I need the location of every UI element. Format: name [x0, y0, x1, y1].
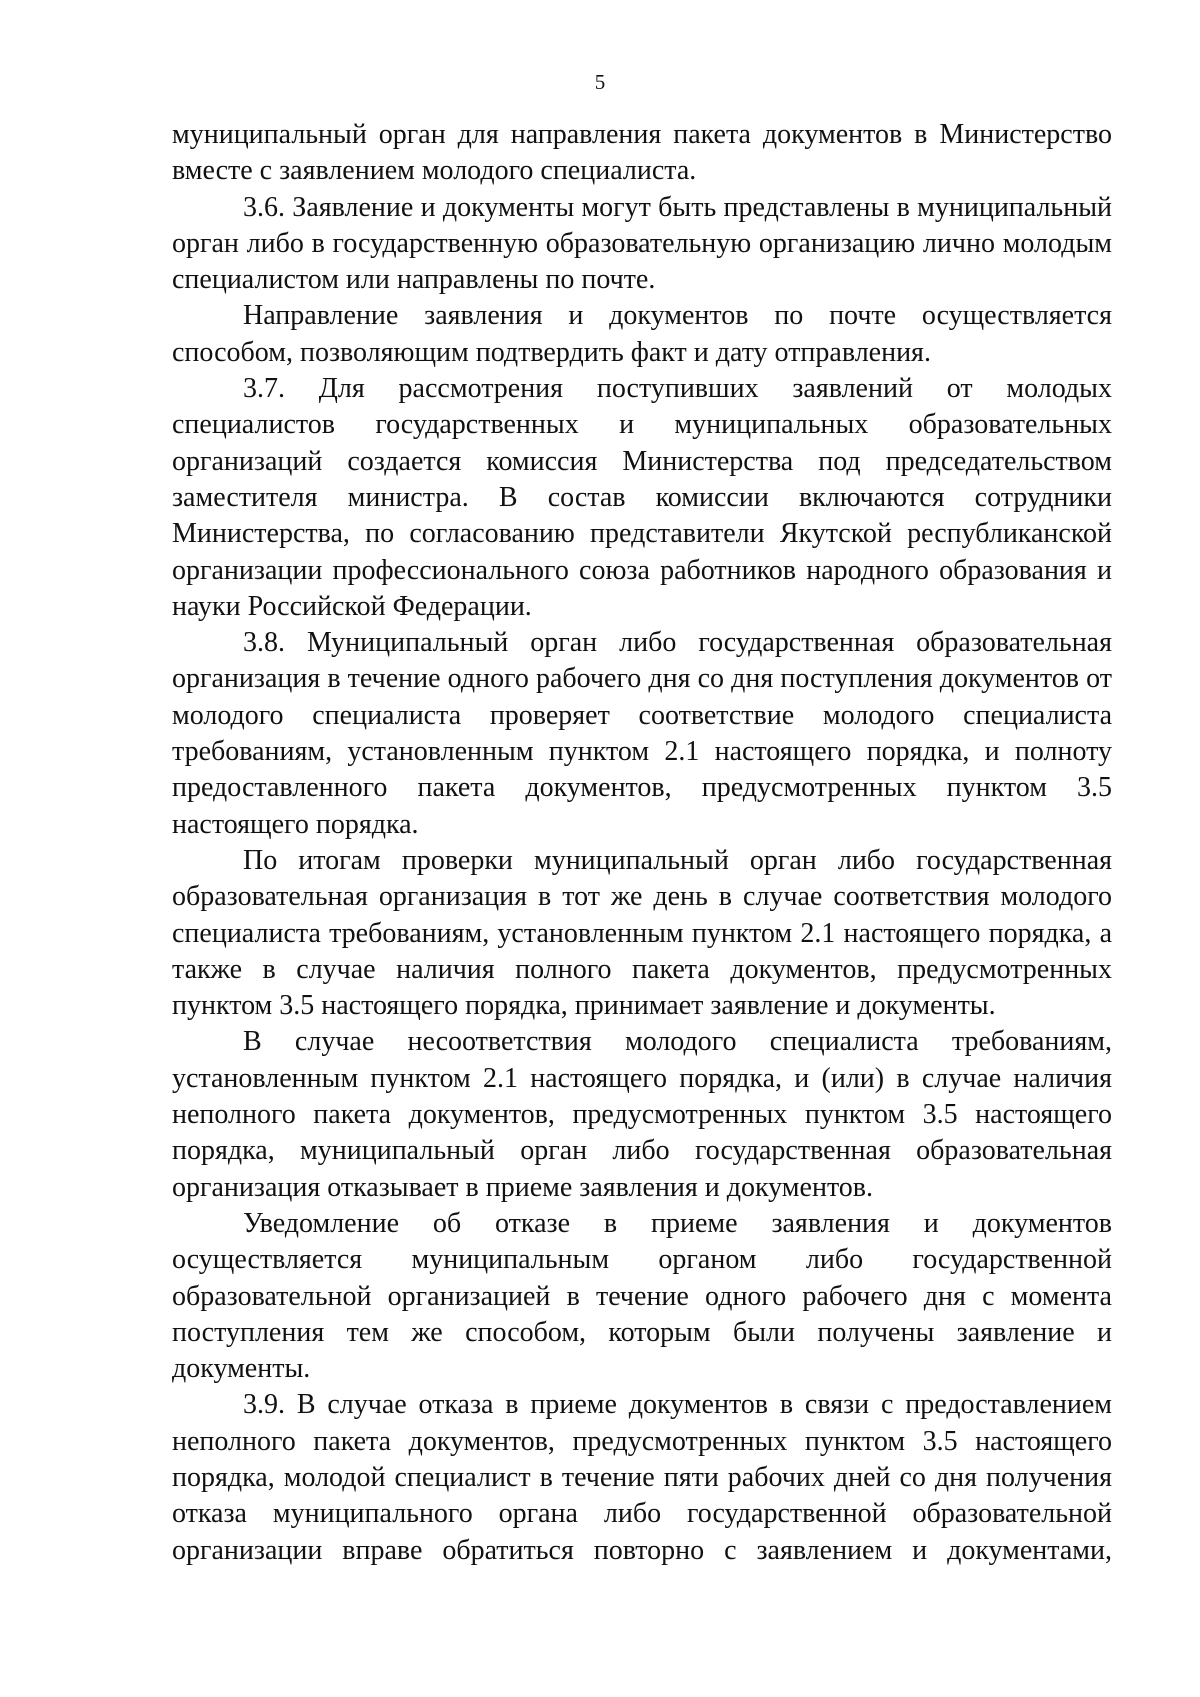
- paragraph-3-6: 3.6. Заявление и документы могут быть представлены в муниципальный орган либо в государственную образовательную организацию лично молодым специалистом или направлены по почте.: [172, 191, 1112, 296]
- paragraph-check-results: По итогам проверки муниципальный орган либо государственная образовательная организация в тот же день в случае соответствия молодого специалиста требованиям, установленным пунктом 2.1 настоящего порядка, а также в случае наличия полного пакета документов, предусмотренных пунктом 3.5 настоящего порядка, принимает заявление и документы.: [172, 844, 1112, 1022]
- paragraph-refusal: В случае несоответствия молодого специалиста требованиям, установленным пунктом 2.1 настоящего порядка, и (или) в случае наличия неполного пакета документов, предусмотренных пунктом 3.5 настоящего порядка, муниципальный орган либо государственная образовательная организация отказывает в приеме заявления и документов.: [172, 1026, 1112, 1203]
- paragraph-continuation: муниципальный орган для направления пакета документов в Министерство вместе с заявлением молодого специалиста.: [172, 119, 1112, 187]
- paragraph-3-9: 3.9. В случае отказа в приеме документов в связи с предоставлением неполного пакета документов, предусмотренных пунктом 3.5 настоящего порядка, молодой специалист в течение пяти рабочих дней со дня получения отказа муниципального органа либо государственной образовательной организации вправе обратиться повторно с заявлением и документами,: [172, 1389, 1112, 1566]
- paragraph-3-7: 3.7. Для рассмотрения поступивших заявлений от молодых специалистов государственных и муниципальных образовательных организаций создается комиссия Министерства под председательством заместителя министра. В состав комиссии включаются сотрудники Министерства, по согласованию представители Якутской республиканской организации профессионального союза работников народного образования и науки Российской Федерации.: [172, 373, 1112, 622]
- paragraph-3-8: 3.8. Муниципальный орган либо государственная образовательная организация в течение одного рабочего дня со дня поступления документов от молодого специалиста проверяет соответствие молодого специалиста требованиям, установленным пунктом 2.1 настоящего порядка, и полноту предоставленного пакета документов, предусмотренных пунктом 3.5 настоящего порядка.: [172, 627, 1112, 840]
- document-body: [172, 117, 1112, 1569]
- paragraph-notification: Уведомление об отказе в приеме заявления и документов осуществляется муниципальным органом либо государственной образовательной организацией в течение одного рабочего дня с момента поступления тем же способом, которым были получены заявление и документы.: [172, 1207, 1112, 1385]
- page-number: 5: [594, 70, 606, 94]
- paragraph-mail-submission: Направление заявления и документов по почте осуществляется способом, позволяющим подтвердить факт и дату отправления.: [172, 300, 1112, 368]
